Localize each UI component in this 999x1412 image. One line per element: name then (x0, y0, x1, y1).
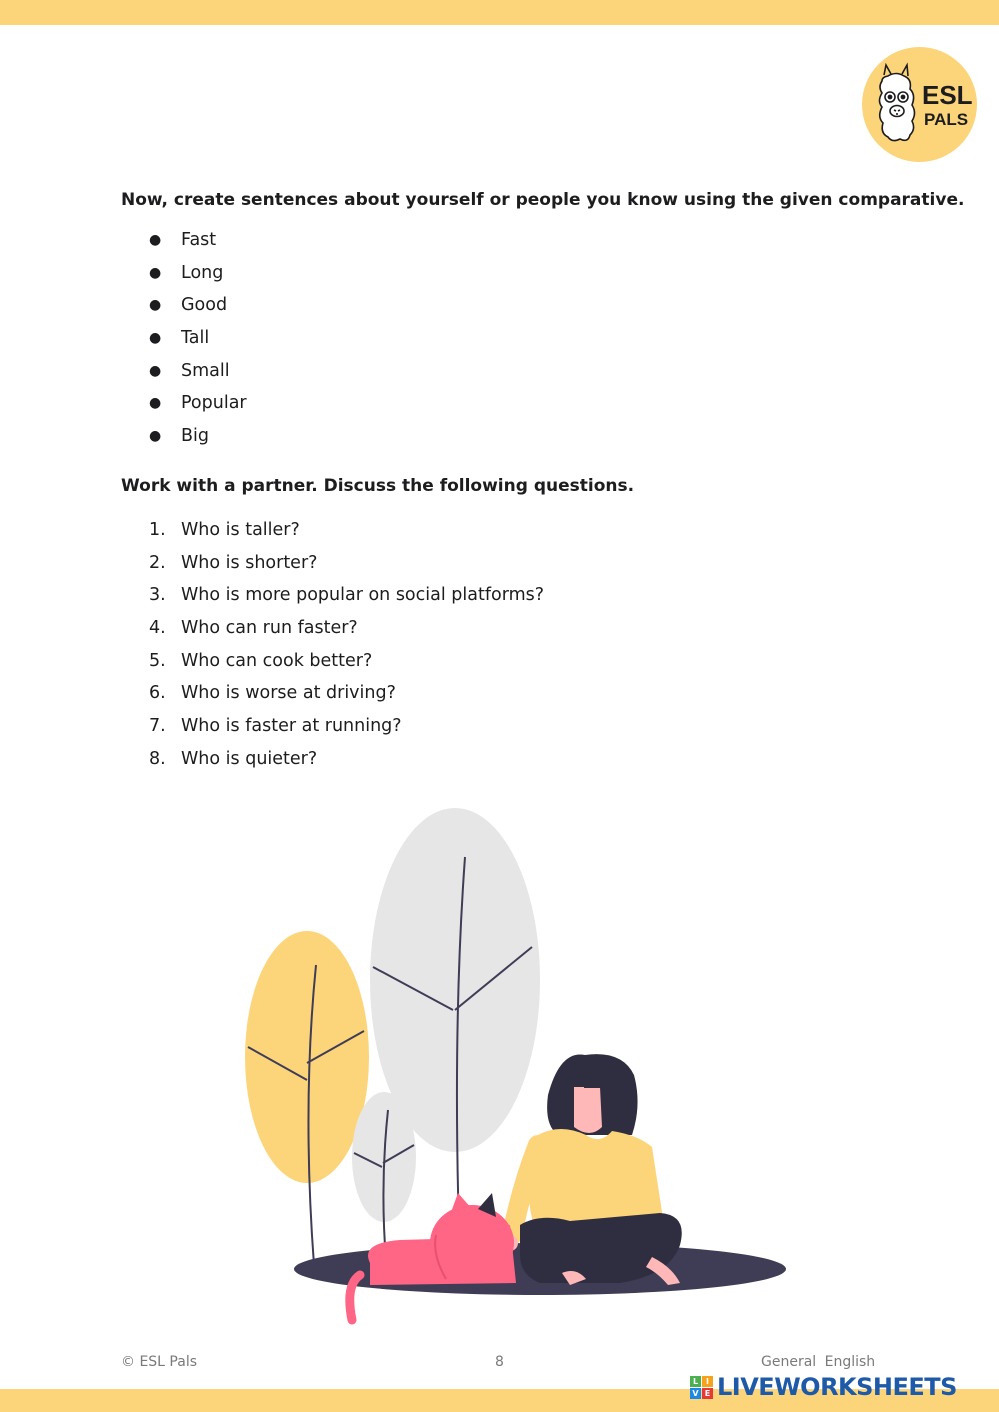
question-number: 7. (149, 716, 166, 737)
question-number: 4. (149, 618, 166, 639)
question-text: Who can cook better? (181, 650, 373, 671)
bullet-icon: ● (149, 297, 162, 314)
bullet-icon: ● (149, 264, 162, 281)
logo-text-pals: PALS (924, 110, 969, 129)
badge-letter: V (690, 1388, 701, 1399)
logo-text-esl: ESL (922, 80, 973, 110)
question-number: 8. (149, 748, 166, 769)
bullet-icon: ● (149, 232, 162, 248)
woman (502, 1054, 682, 1285)
question-text: Who is taller? (181, 520, 300, 540)
list-item-text: Big (181, 426, 209, 447)
list-item-text: Long (181, 262, 224, 283)
badge-letter: E (702, 1388, 713, 1399)
copyright-text: © ESL Pals (121, 1354, 198, 1370)
esl-pals-logo (862, 47, 977, 162)
question-number: 6. (149, 683, 166, 704)
question-text: Who is more popular on social platforms? (181, 585, 545, 606)
question-text: Who is faster at running? (181, 716, 402, 737)
question-text: Who is quieter? (181, 748, 318, 769)
liveworksheets-watermark[interactable] (690, 1372, 957, 1402)
liveworksheets-text: LIVEWORKSHEETS (717, 1373, 957, 1401)
bullet-icon: ● (149, 395, 162, 412)
list-item-text: Popular (181, 393, 247, 414)
grey-tree-small (352, 1092, 416, 1260)
question-number: 2. (149, 552, 166, 573)
top-color-band (0, 0, 999, 25)
badge-letter: I (702, 1376, 713, 1387)
question-number: 3. (149, 585, 166, 606)
section2-heading: Work with a partner. Discuss the following questions. (121, 476, 635, 496)
liveworksheets-badge-icon (690, 1376, 713, 1399)
badge-letter: L (690, 1376, 701, 1387)
list-item-text: Fast (181, 230, 217, 250)
question-text: Who is shorter? (181, 552, 318, 573)
list-item-text: Small (181, 360, 230, 381)
question-number: 1. (149, 520, 166, 540)
woman-with-cat-illustration (240, 805, 800, 1325)
bullet-icon: ● (149, 362, 162, 379)
bullet-icon: ● (149, 428, 162, 445)
page-number: 8 (495, 1354, 504, 1370)
question-text: Who can run faster? (181, 618, 358, 639)
yellow-tree (245, 931, 369, 1265)
question-text: Who is worse at driving? (181, 683, 396, 704)
list-item-text: Good (181, 295, 228, 316)
list-item-text: Tall (181, 328, 210, 349)
question-number: 5. (149, 650, 166, 671)
bullet-icon: ● (149, 330, 162, 347)
course-label: General English (761, 1354, 876, 1370)
section1-heading: Now, create sentences about yourself or people you know using the given comparative. (121, 190, 965, 210)
